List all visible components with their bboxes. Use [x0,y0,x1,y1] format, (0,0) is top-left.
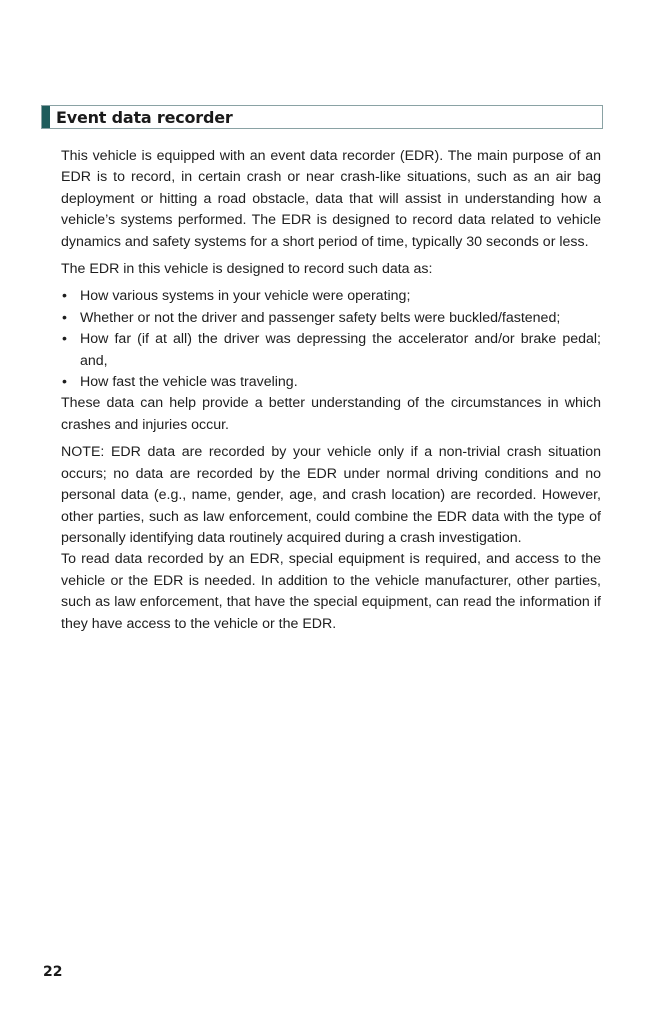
list-intro-paragraph: The EDR in this vehicle is designed to record such data as: [61,261,433,278]
note-paragraph: NOTE: EDR data are recorded by your vehicle only if a non-trivial crash situation occurs; no data are recorded by the EDR under normal driving conditions and no personal data (e.g., name, gender, age, and crash location) are recorded. However, other parties, such as law enforcement, could combine the EDR data with the type of personally identifying data routinely acquired during a crash investigation. [61,444,601,546]
access-paragraph: To read data recorded by an EDR, special equipment is required, and access to the vehicle or the EDR is needed. In addition to the vehicle manufacturer, other parties, such as law enforcement, that have the special equipment, can read the information if they have access to the vehicle or the EDR. [61,551,601,632]
list-item [61,286,601,307]
list-item [61,329,601,372]
list-item [61,308,601,329]
list-item-text: How far (if at all) the driver was depressing the accelerator and/or brake pedal; and, [80,331,601,369]
list-item-text: How fast the vehicle was traveling. [80,374,298,391]
list-item-text: How various systems in your vehicle were operating; [80,288,411,305]
main-content [61,146,601,635]
bullet-icon: • [62,309,67,326]
list-item [61,372,601,393]
after-list-paragraph: These data can help provide a better understanding of the circumstances in which crashes and injuries occur. [61,395,601,433]
header-accent-bar [42,106,50,128]
bullet-icon: • [62,331,67,348]
section-header [41,105,603,129]
intro-paragraph: This vehicle is equipped with an event data recorder (EDR). The main purpose of an EDR is to record, in certain crash or near crash-like situations, such as an air bag deployment or hitting a road obstacle, data that will assist in understanding how a vehicle’s systems performed. The EDR is designed to record data related to vehicle dynamics and safety systems for a short period of time, typically 30 seconds or less. [61,148,601,250]
list-item-text: Whether or not the driver and passenger safety belts were buckled/fastened; [80,309,561,326]
section-title: Event data recorder [56,107,233,127]
recorded-data-list [61,286,601,393]
bullet-icon: • [62,374,67,391]
bullet-icon: • [62,288,67,305]
page-number: 22 [43,964,63,980]
